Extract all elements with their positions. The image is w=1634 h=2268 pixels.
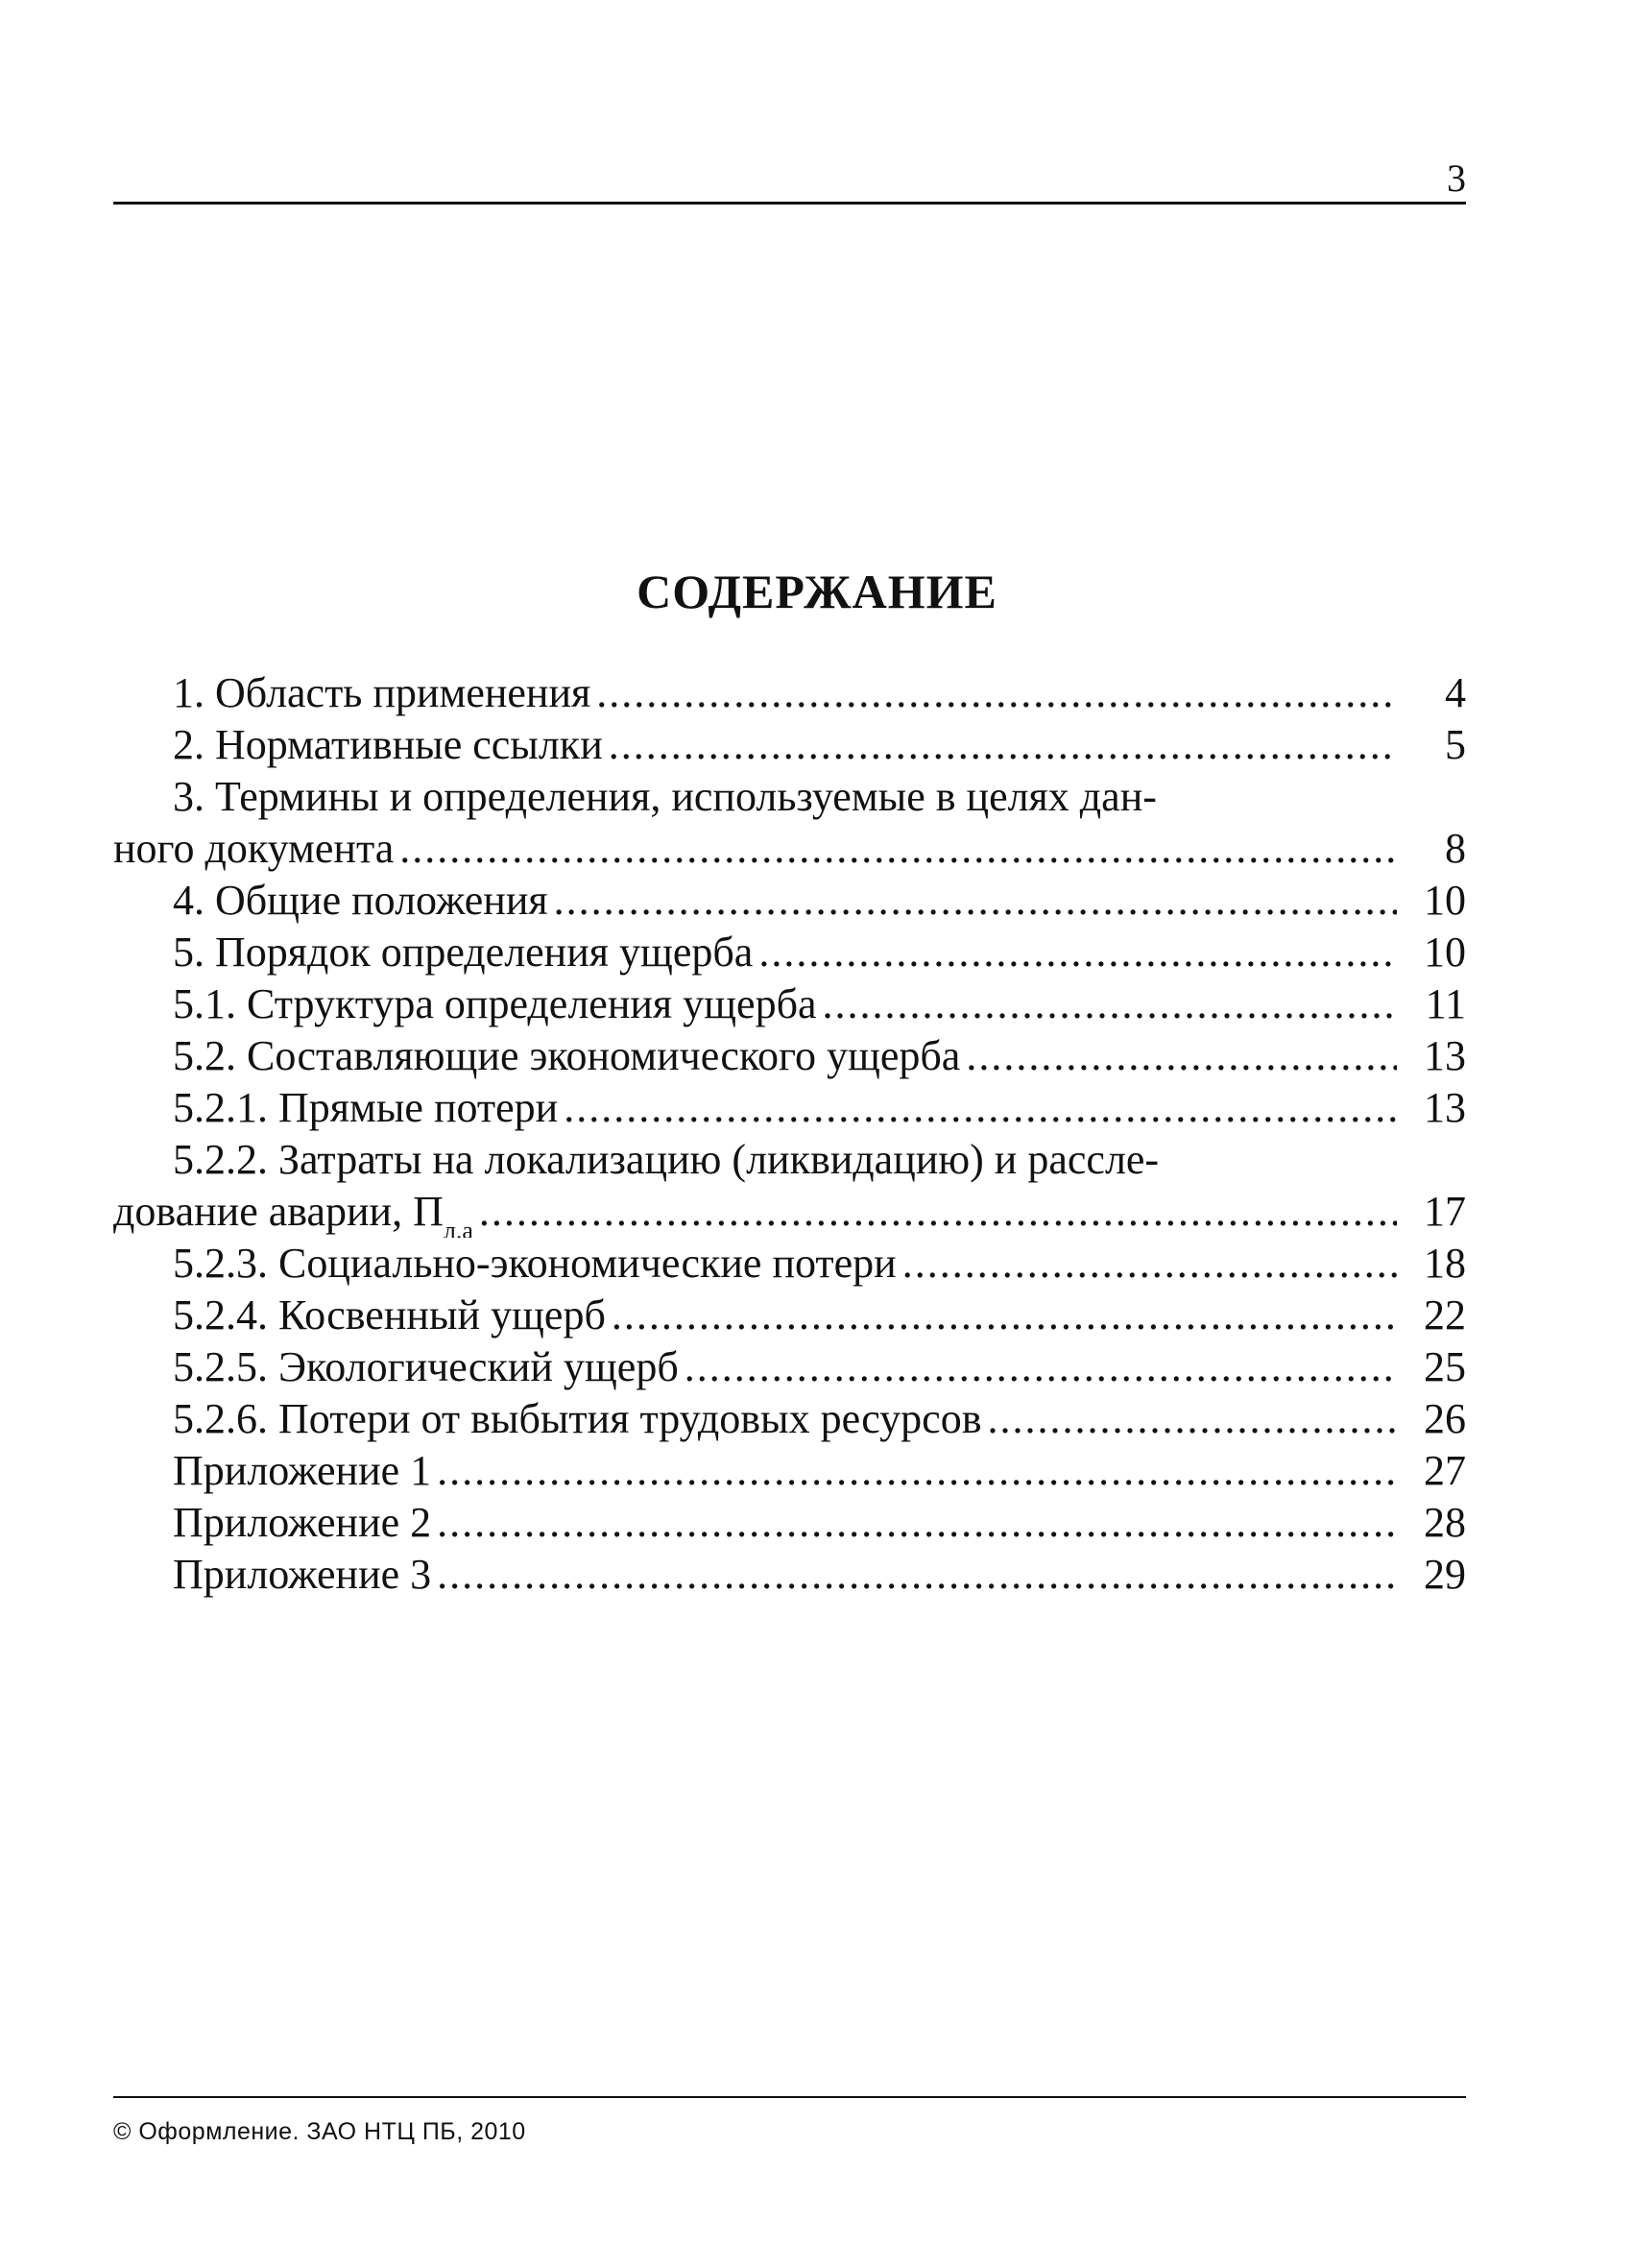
toc-title: СОДЕРЖАНИЕ bbox=[637, 565, 997, 618]
toc-entry-page: 26 bbox=[1424, 1395, 1466, 1442]
toc-entry-page: 29 bbox=[1424, 1551, 1466, 1598]
toc-entry[interactable] bbox=[113, 1030, 1466, 1082]
toc-entry-text: 5.2.3. Социально-экономические потери bbox=[173, 1238, 902, 1290]
dot-leader bbox=[437, 1497, 1397, 1549]
toc-entry[interactable] bbox=[113, 1238, 1466, 1290]
dot-leader bbox=[437, 1549, 1397, 1601]
toc-entry[interactable] bbox=[113, 1186, 1466, 1238]
toc-entry-text: Приложение 1 bbox=[173, 1445, 437, 1497]
dot-leader bbox=[596, 667, 1397, 719]
toc-entry[interactable] bbox=[113, 875, 1466, 927]
page-number: 3 bbox=[1447, 157, 1466, 200]
toc-entry[interactable] bbox=[113, 1497, 1466, 1549]
dot-leader bbox=[479, 1186, 1397, 1238]
toc-entry-text: Приложение 3 bbox=[173, 1549, 437, 1601]
dot-leader bbox=[612, 1290, 1397, 1341]
toc-entry-page: 10 bbox=[1424, 929, 1466, 976]
dot-leader bbox=[966, 1030, 1397, 1082]
toc-entry-text: 5.1. Структура определения ущерба bbox=[173, 978, 822, 1030]
dot-leader bbox=[564, 1082, 1397, 1134]
toc-entry-page: 18 bbox=[1424, 1240, 1466, 1287]
dot-leader bbox=[609, 719, 1397, 771]
toc-entry-page: 25 bbox=[1424, 1343, 1466, 1390]
toc-entry-page: 8 bbox=[1445, 825, 1466, 872]
dot-leader bbox=[822, 978, 1397, 1030]
toc-entry-text bbox=[113, 1186, 479, 1238]
toc-entry[interactable] bbox=[113, 927, 1466, 978]
toc-entry-page: 11 bbox=[1425, 980, 1466, 1027]
toc-entry-text-main: дование аварии, П bbox=[113, 1188, 444, 1235]
toc-entry-page: 10 bbox=[1424, 877, 1466, 924]
toc-entry[interactable] bbox=[113, 1290, 1466, 1341]
dot-leader bbox=[399, 823, 1397, 875]
toc-entry[interactable] bbox=[113, 978, 1466, 1030]
dot-leader bbox=[437, 1445, 1397, 1497]
dot-leader bbox=[987, 1393, 1397, 1445]
toc-entry-text: 5. Порядок определения ущерба bbox=[173, 927, 758, 978]
toc-entry-text: ного документа bbox=[113, 823, 399, 875]
toc-entry[interactable] bbox=[113, 1445, 1466, 1497]
toc-entry-text: 5.2.6. Потери от выбытия трудовых ресурсов bbox=[173, 1393, 987, 1445]
toc-entry-page: 13 bbox=[1424, 1084, 1466, 1131]
toc-entry-text: 5.2.5. Экологический ущерб bbox=[173, 1341, 685, 1393]
toc-entry-page: 4 bbox=[1445, 669, 1466, 716]
toc-entry-page: 5 bbox=[1445, 721, 1466, 768]
toc-entry[interactable] bbox=[113, 1341, 1466, 1393]
toc-entry-page: 22 bbox=[1424, 1291, 1466, 1339]
toc-entry-text: 2. Нормативные ссылки bbox=[173, 719, 609, 771]
toc-entry[interactable] bbox=[113, 1549, 1466, 1601]
toc-entry-text: 5.2.1. Прямые потери bbox=[173, 1082, 564, 1134]
toc-entry-page: 13 bbox=[1424, 1032, 1466, 1079]
table-of-contents bbox=[113, 667, 1466, 1601]
toc-entry-text: 5.2.4. Косвенный ущерб bbox=[173, 1290, 612, 1341]
toc-entry-first-line[interactable]: 3. Термины и определения, используемые в целях дан- bbox=[173, 773, 1157, 820]
subscript: л.а bbox=[443, 1217, 473, 1238]
toc-entry-page: 28 bbox=[1424, 1499, 1466, 1546]
toc-entry[interactable] bbox=[113, 823, 1466, 875]
toc-entry-text: 1. Область применения bbox=[173, 667, 596, 719]
toc-entry[interactable] bbox=[113, 667, 1466, 719]
toc-entry-text: 4. Общие положения bbox=[173, 875, 554, 927]
toc-entry-page: 27 bbox=[1424, 1447, 1466, 1494]
dot-leader bbox=[685, 1341, 1397, 1393]
toc-entry[interactable] bbox=[113, 1393, 1466, 1445]
dot-leader bbox=[902, 1238, 1397, 1290]
toc-entry-first-line[interactable]: 5.2.2. Затраты на локализацию (ликвидацию) и рассле- bbox=[173, 1136, 1160, 1183]
footer-copyright: © Оформление. ЗАО НТЦ ПБ, 2010 bbox=[113, 2118, 526, 2145]
dot-leader bbox=[758, 927, 1397, 978]
toc-entry-text: 5.2. Составляющие экономического ущерба bbox=[173, 1030, 966, 1082]
toc-entry-text: Приложение 2 bbox=[173, 1497, 437, 1549]
header-rule bbox=[113, 202, 1466, 205]
toc-entry-page: 17 bbox=[1424, 1188, 1466, 1235]
toc-entry[interactable] bbox=[113, 719, 1466, 771]
dot-leader bbox=[554, 875, 1397, 927]
footer-rule bbox=[113, 2096, 1466, 2098]
toc-entry[interactable] bbox=[113, 1082, 1466, 1134]
